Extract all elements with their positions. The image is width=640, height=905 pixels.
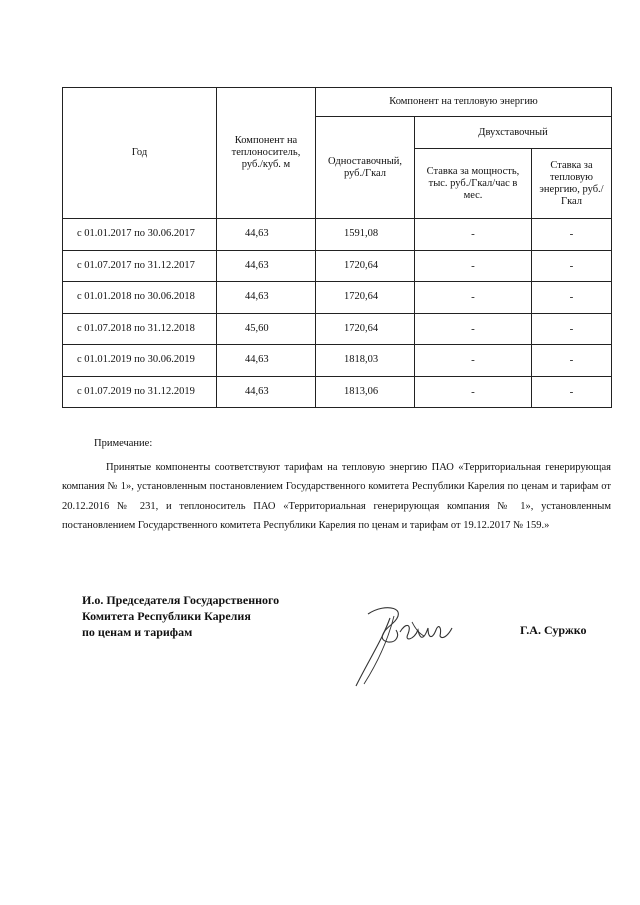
- header-heat-carrier: Компонент на теплоноситель, руб./куб. м: [217, 88, 316, 219]
- energy-rate-cell: -: [532, 313, 612, 345]
- table-row: [63, 313, 612, 345]
- tariff-table: [62, 87, 612, 408]
- capacity-rate-cell: -: [415, 313, 532, 345]
- note-text: Принятые компоненты соответствуют тарифам на тепловую энергию ПАО «Территориальная генерирующая компания № 1», установленным постановлением Государственного комитета Республики Карелия по ценам и тарифам от 20.12.2016 № 231, и теплоноситель ПАО «Территориальная генерирующая компания № 1», установленным постановлением Государственного комитета Республики Карелия по ценам и тарифам от 19.12.2017 № 159.»: [62, 462, 611, 531]
- energy-rate-cell: -: [532, 282, 612, 314]
- header-two-rate: Двухставочный: [415, 117, 612, 149]
- period-cell: с 01.07.2017 по 31.12.2017: [63, 250, 217, 282]
- single-rate-cell: 1813,06: [316, 376, 415, 408]
- carrier-cell: 44,63: [217, 345, 316, 377]
- single-rate-cell: 1591,08: [316, 219, 415, 251]
- period-cell: с 01.07.2018 по 31.12.2018: [63, 313, 217, 345]
- carrier-cell: 44,63: [217, 219, 316, 251]
- note-label: Примечание:: [94, 438, 153, 449]
- period-cell: с 01.01.2018 по 30.06.2018: [63, 282, 217, 314]
- header-single-rate: Одноставочный, руб./Гкал: [316, 117, 415, 219]
- carrier-cell: 44,63: [217, 376, 316, 408]
- header-energy-rate: Ставка за тепловую энергию, руб./Гкал: [532, 149, 612, 219]
- period-cell: с 01.07.2019 по 31.12.2019: [63, 376, 217, 408]
- signer-title-line: Комитета Республики Карелия: [82, 609, 251, 623]
- header-heat-energy: Компонент на тепловую энергию: [316, 88, 612, 117]
- carrier-cell: 45,60: [217, 313, 316, 345]
- header-capacity-rate: Ставка за мощность, тыс. руб./Гкал/час в мес.: [415, 149, 532, 219]
- energy-rate-cell: -: [532, 250, 612, 282]
- capacity-rate-cell: -: [415, 345, 532, 377]
- table-row: [63, 219, 612, 251]
- single-rate-cell: 1720,64: [316, 250, 415, 282]
- handwritten-signature: [338, 596, 473, 691]
- signer-title-line: И.о. Председателя Государственного: [82, 593, 280, 607]
- signer-title: [82, 592, 279, 640]
- signer-title-line: по ценам и тарифам: [82, 625, 193, 639]
- header-year: Год: [63, 88, 217, 219]
- table-row: [63, 250, 612, 282]
- table-row: [63, 282, 612, 314]
- signer-name: Г.А. Суржко: [520, 623, 587, 637]
- energy-rate-cell: -: [532, 219, 612, 251]
- table-row: [63, 376, 612, 408]
- capacity-rate-cell: -: [415, 376, 532, 408]
- table-body: [63, 219, 612, 408]
- capacity-rate-cell: -: [415, 219, 532, 251]
- period-cell: с 01.01.2017 по 30.06.2017: [63, 219, 217, 251]
- carrier-cell: 44,63: [217, 250, 316, 282]
- single-rate-cell: 1818,03: [316, 345, 415, 377]
- capacity-rate-cell: -: [415, 282, 532, 314]
- capacity-rate-cell: -: [415, 250, 532, 282]
- single-rate-cell: 1720,64: [316, 313, 415, 345]
- table-row: [63, 345, 612, 377]
- energy-rate-cell: -: [532, 376, 612, 408]
- energy-rate-cell: -: [532, 345, 612, 377]
- single-rate-cell: 1720,64: [316, 282, 415, 314]
- carrier-cell: 44,63: [217, 282, 316, 314]
- period-cell: с 01.01.2019 по 30.06.2019: [63, 345, 217, 377]
